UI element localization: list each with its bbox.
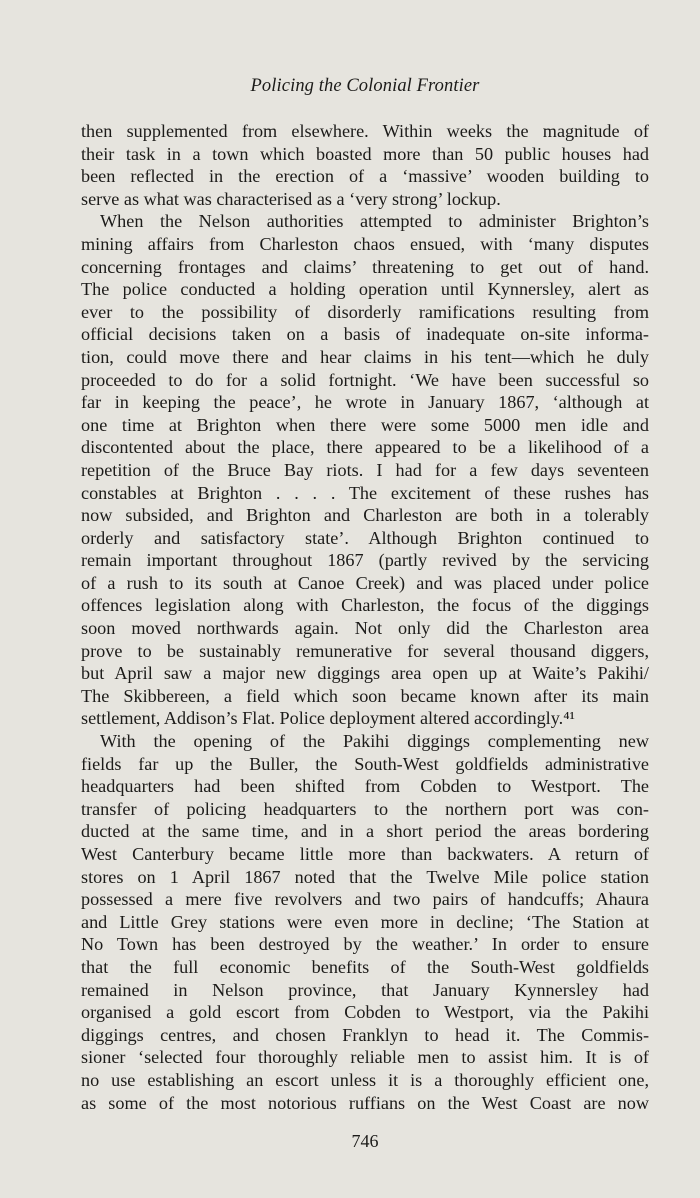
text-line: orderly and satisfactory state’. Although Brighton continued to: [81, 527, 649, 548]
text-line: stores on 1 April 1867 noted that the Twelve Mile police station: [81, 866, 649, 887]
text-line: offences legislation along with Charleston, the focus of the diggings: [81, 595, 649, 616]
text-line: tion, could move there and hear claims in his tent—which he duly: [81, 346, 649, 367]
text-line: ever to the possibility of disorderly ramifications resulting from: [81, 301, 649, 322]
text-line: of a rush to its south at Canoe Creek) and was placed under police: [81, 572, 649, 593]
text-line: No Town has been destroyed by the weather.’ In order to ensure: [81, 934, 649, 955]
text-line: then supplemented from elsewhere. Within weeks the magnitude of: [81, 121, 649, 141]
text-line: ducted at the same time, and in a short period the areas bordering: [81, 821, 649, 842]
text-line: their task in a town which boasted more than 50 public houses had: [81, 143, 649, 164]
text-line: prove to be sustainably remunerative for several thousand diggers,: [81, 640, 649, 661]
text-line: organised a gold escort from Cobden to Westport, via the Pakihi: [81, 1002, 649, 1023]
running-head: Policing the Colonial Frontier: [250, 76, 480, 96]
text-line: concerning frontages and claims’ threatening to get out of hand.: [81, 256, 649, 277]
text-line: sioner ‘selected four thoroughly reliable men to assist him. It is of: [81, 1047, 649, 1068]
body-text: [81, 120, 649, 1114]
text-line: fields far up the Buller, the South-West goldfields administrative: [81, 753, 649, 774]
text-line: no use establishing an escort unless it is a thoroughly efficient one,: [81, 1069, 649, 1090]
text-line: proceeded to do for a solid fortnight. ‘We have been successful so: [81, 369, 649, 390]
text-line: official decisions taken on a basis of inadequate on-site informa-: [81, 324, 649, 345]
text-line: West Canterbury became little more than backwaters. A return of: [81, 844, 649, 864]
text-line: now subsided, and Brighton and Charleston are both in a tolerably: [81, 505, 649, 526]
text-line: repetition of the Bruce Bay riots. I had for a few days seventeen: [81, 459, 649, 480]
text-line: constables at Brighton . . . . The excitement of these rushes has: [81, 482, 649, 503]
text-line: mining affairs from Charleston chaos ensued, with ‘many disputes: [81, 233, 649, 254]
text-line: remain important throughout 1867 (partly revived by the servicing: [81, 550, 649, 571]
text-line: that the full economic benefits of the South-West goldfields: [81, 956, 649, 977]
text-line: The Skibbereen, a field which soon became known after its main: [81, 685, 649, 706]
text-line: serve as what was characterised as a ‘very strong’ lockup.: [81, 188, 501, 209]
text-line: as some of the most notorious ruffians on the West Coast are now: [81, 1092, 649, 1113]
text-line: soon moved northwards again. Not only did the Charleston area: [81, 618, 649, 639]
text-line: but April saw a major new diggings area open up at Waite’s Pakihi/: [81, 663, 649, 684]
text-line: With the opening of the Pakihi diggings complementing new: [100, 731, 649, 752]
text-line: discontented about the place, there appeared to be a likelihood of a: [81, 437, 649, 458]
text-line: settlement, Addison’s Flat. Police deployment altered accordingly.⁴¹: [81, 708, 575, 729]
text-line: transfer of policing headquarters to the northern port was con-: [81, 798, 649, 819]
text-line: far in keeping the peace’, he wrote in January 1867, ‘although at: [81, 392, 649, 413]
text-line: possessed a mere five revolvers and two pairs of handcuffs; Ahaura: [81, 889, 649, 910]
text-line: remained in Nelson province, that January Kynnersley had: [81, 979, 649, 1000]
text-line: When the Nelson authorities attempted to administer Brighton’s: [100, 211, 649, 232]
text-line: one time at Brighton when there were some 5000 men idle and: [81, 414, 649, 435]
page-number: 746: [351, 1131, 379, 1151]
text-line: and Little Grey stations were even more in decline; ‘The Station at: [81, 911, 649, 932]
text-line: The police conducted a holding operation until Kynnersley, alert as: [81, 279, 649, 300]
text-line: diggings centres, and chosen Franklyn to head it. The Commis-: [81, 1024, 649, 1045]
text-line: been reflected in the erection of a ‘massive’ wooden building to: [81, 166, 649, 187]
text-line: headquarters had been shifted from Cobden to Westport. The: [81, 776, 649, 797]
